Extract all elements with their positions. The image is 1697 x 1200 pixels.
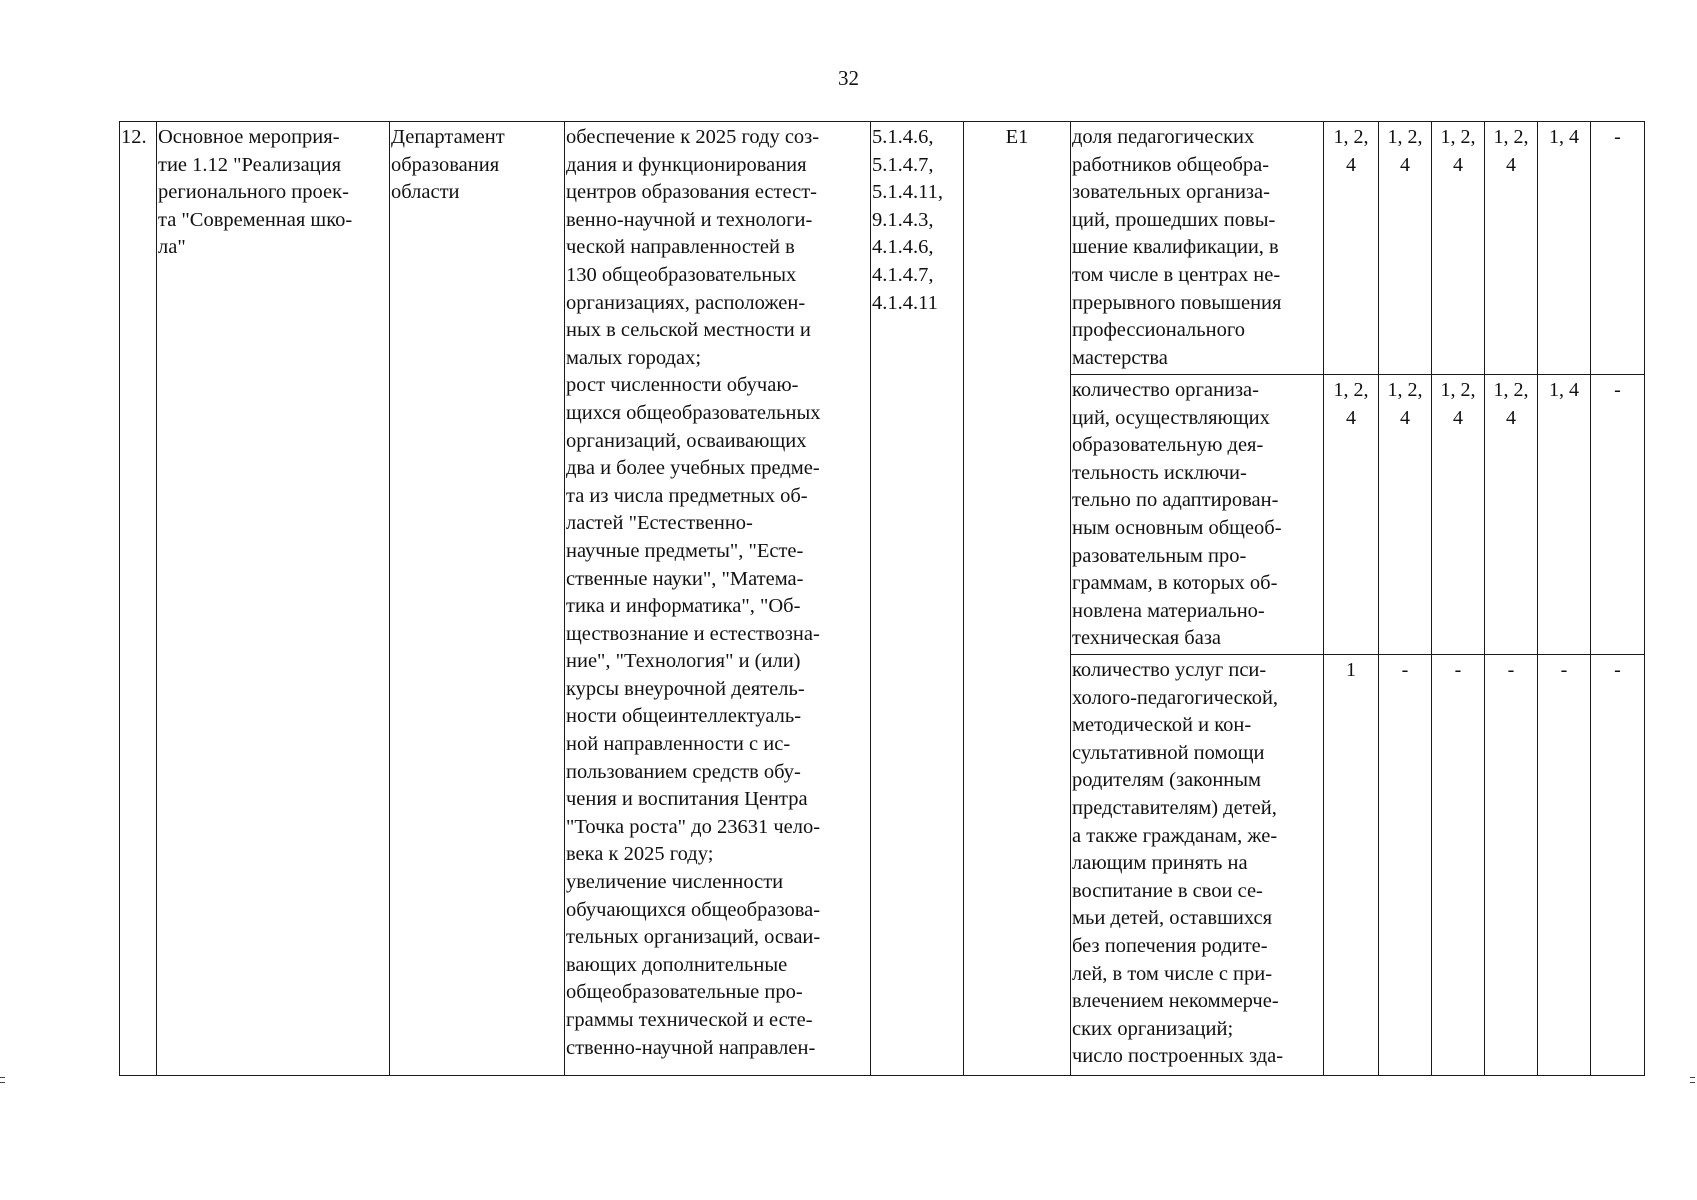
table-row	[120, 122, 1645, 375]
indicator-value: -	[1432, 655, 1485, 1076]
page-number: 32	[838, 66, 859, 90]
goal-codes: 5.1.4.6, 5.1.4.7, 5.1.4.11, 9.1.4.3, 4.1.4.6, 4.1.4.7, 4.1.4.11	[871, 122, 964, 1076]
indicator-value: 1, 2, 4	[1379, 375, 1432, 655]
indicator-value: -	[1379, 655, 1432, 1076]
scan-edge-mark	[0, 1077, 5, 1078]
row-number: 12.	[120, 122, 157, 1076]
indicator-value: 1, 2, 4	[1432, 375, 1485, 655]
indicator-value: 1, 2, 4	[1485, 375, 1538, 655]
indicator-value: 1, 2, 4	[1324, 122, 1379, 375]
indicator-text: доля педагогических работников общеобра- зовательных организа- ций, прошедших повы- шение квалификации, в том числе в центрах не- прерывного повышения профессионального мастерства	[1071, 122, 1324, 375]
expected-result: обеспечение к 2025 году соз- дания и функционирования центров образования естест- венно-научной и технологи- ческой направленностей в 130 общеобразовательных организациях, расположен- ных в сельской местности и малых городах; рост численности обучаю- щихся общеобразовательных организаций, осваивающих два и более учебных предме- та из числа предметных об- ластей "Естественно- научные предметы", "Есте- ственные науки", "Матема- тика и информатика", "Об- ществознание и естествозна- ние", "Технология" и (или) курсы внеурочной деятель- ности общеинтеллектуаль- ной направленности с ис- пользованием средств обу- чения и воспитания Центра "Точка роста" до 23631 чело- века к 2025 году; увеличение численности обучающихся общеобразова- тельных организаций, осваи- вающих дополнительные общеобразовательные про- граммы технической и есте- ственно-научной направлен-	[565, 122, 871, 1076]
responsible-executor: Департамент образования области	[390, 122, 565, 1076]
indicator-value: -	[1538, 655, 1591, 1076]
indicator-value: 1, 4	[1538, 375, 1591, 655]
indicator-value: -	[1591, 375, 1645, 655]
scan-edge-mark	[0, 1082, 5, 1083]
indicator-value: 1, 4	[1538, 122, 1591, 375]
scan-edge-mark	[1690, 1077, 1695, 1078]
indicator-value: -	[1485, 655, 1538, 1076]
indicator-value: 1, 2, 4	[1324, 375, 1379, 655]
indicator-value: -	[1591, 122, 1645, 375]
program-table	[119, 121, 1645, 1076]
indicator-value: 1	[1324, 655, 1379, 1076]
indicator-value: 1, 2, 4	[1379, 122, 1432, 375]
indicator-value: 1, 2, 4	[1432, 122, 1485, 375]
indicator-text: количество услуг пси- холого-педагогической, методической и кон- сультативной помощи родителям (законным представителям) детей, а также гражданам, же- лающим принять на воспитание в свои се- мьи детей, оставшихся без попечения родите- лей, в том числе с при- влечением некоммерче- ских организаций; число построенных зда-	[1071, 655, 1324, 1076]
indicator-value: 1, 2, 4	[1485, 122, 1538, 375]
indicator-text: количество организа- ций, осуществляющих образовательную дея- тельность исключи- тельно по адаптирован- ным основным общеоб- разовательным про- граммам, в которых об- новлена материально- техническая база	[1071, 375, 1324, 655]
project-code: Е1	[964, 122, 1071, 1076]
scan-edge-mark	[1690, 1082, 1695, 1083]
event-name: Основное мероприя- тие 1.12 "Реализация регионального проек- та "Современная шко- ла"	[157, 122, 390, 1076]
indicator-value: -	[1591, 655, 1645, 1076]
